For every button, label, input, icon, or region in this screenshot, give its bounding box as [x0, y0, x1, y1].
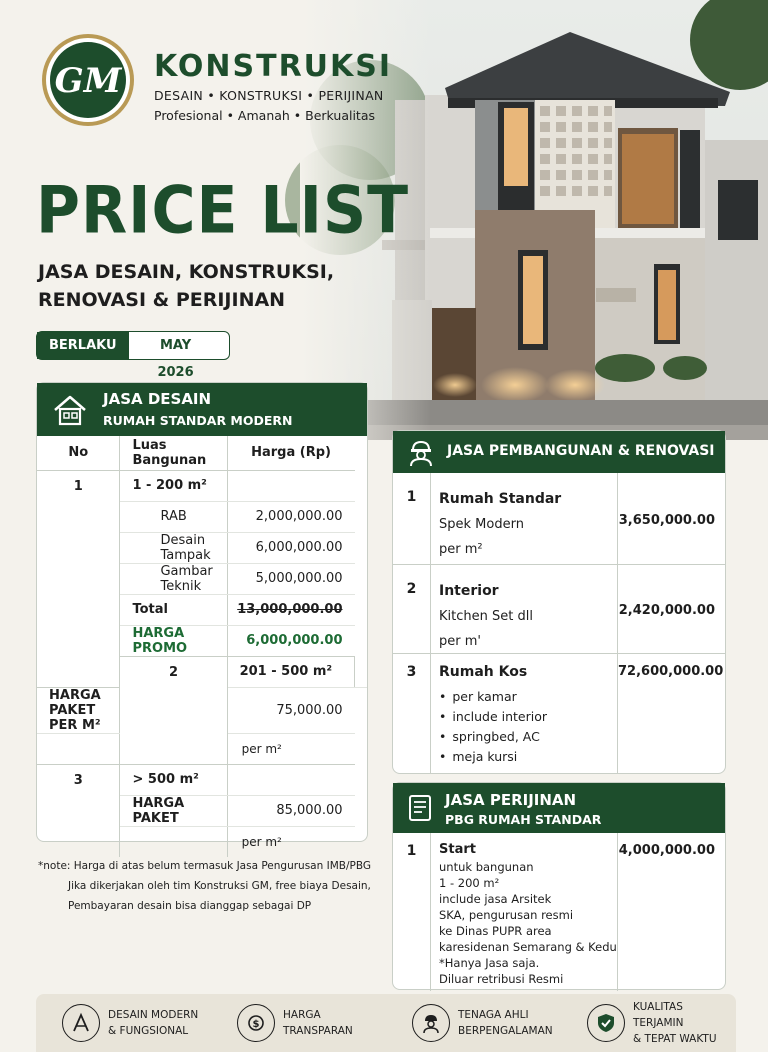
table-row [37, 764, 367, 795]
package-label: HARGA PAKET [120, 795, 227, 826]
desc-line: SKA, pengurusan resmi [439, 908, 574, 922]
desc-line: ke Dinas PUPR area [439, 924, 552, 938]
price-cell [227, 764, 354, 795]
construction-row-1 [393, 473, 725, 565]
row-description [439, 841, 619, 987]
design-panel-header [37, 383, 367, 436]
area-range: 1 - 200 m² [120, 470, 227, 501]
feature-line: & FUNGSIONAL [108, 1025, 189, 1037]
area-range: 201 - 500 m² [227, 656, 354, 687]
construction-row-3 [393, 654, 725, 774]
note-line-3: Pembayaran desain bisa dianggap sebagai DP [68, 900, 312, 912]
document-icon [405, 793, 435, 823]
features-footer [36, 994, 736, 1052]
row-description [439, 579, 619, 654]
note-line-1: *note: Harga di atas belum termasuk Jasa Pengurusan IMB/PBG [38, 860, 371, 872]
feature-line: TRANSPARAN [283, 1025, 353, 1037]
table-row [37, 470, 367, 501]
row-spec: Spek Modern [439, 517, 524, 532]
desc-line: *Hanya Jasa saja. [439, 956, 540, 970]
note-line-2: Jika dikerjakan oleh tim Konstruksi GM, free biaya Desain, [68, 880, 371, 892]
page-title: PRICE LIST [36, 173, 410, 249]
row-name: Interior [439, 583, 499, 599]
feature-item [561, 994, 736, 1052]
row-name: Rumah Kos [439, 664, 528, 680]
row-price: 72,600,000.00 [617, 654, 727, 774]
logo-text: GM [54, 61, 122, 101]
empty-cell [120, 826, 227, 857]
design-panel-title: JASA DESAIN [103, 390, 212, 408]
brand-services: DESAIN • KONSTRUKSI • PERIJINAN [154, 88, 384, 103]
compass-icon [62, 1004, 100, 1042]
design-price-panel [36, 382, 368, 849]
desc-line: karesidenan Semarang & Kedu [439, 940, 617, 954]
item-label: RAB [120, 501, 227, 532]
price-cell [227, 470, 354, 501]
item-price: 5,000,000.00 [227, 563, 354, 594]
house-icon [51, 391, 89, 429]
row-description [439, 487, 619, 562]
permit-panel-title: JASA PERIJINAN [445, 791, 577, 809]
permit-row [393, 833, 725, 991]
package-price: 85,000.00 [227, 795, 354, 826]
total-label: Total [120, 594, 227, 625]
list-item: • springbed, AC [439, 727, 619, 747]
row-no: 1 [393, 473, 431, 564]
construction-panel-title: JASA PEMBANGUNAN & RENOVASI [447, 443, 715, 459]
row-no: 3 [393, 654, 431, 774]
col-price-header: Harga (Rp) [227, 436, 354, 470]
feature-line: TENAGA AHLI [458, 1009, 529, 1021]
row-unit: per m² [439, 542, 483, 557]
svg-text:$: $ [252, 1019, 260, 1030]
row-no: 2 [393, 565, 431, 653]
feature-text [283, 1007, 353, 1039]
feature-line: DESAIN MODERN [108, 1009, 199, 1021]
col-no-header: No [37, 436, 120, 470]
brand-tagline: Profesional • Amanah • Berkualitas [154, 108, 376, 123]
row-name: Rumah Standar [439, 491, 562, 507]
validity-badge [36, 331, 230, 380]
feature-text [633, 999, 736, 1047]
row-spec: Kitchen Set dll [439, 609, 533, 624]
desc-line: include jasa Arsitek [439, 892, 552, 906]
table-header-row [37, 436, 367, 470]
package-price: 75,000.00 [227, 687, 354, 733]
permit-panel-subtitle: PBG RUMAH STANDAR [445, 812, 602, 827]
desc-line: 1 - 200 m² [439, 876, 500, 890]
page-subtitle: JASA DESAIN, KONSTRUKSI, RENOVASI & PERIJINAN [38, 261, 335, 311]
row-name: Start [439, 842, 476, 857]
row-no: 3 [37, 764, 120, 857]
construction-price-panel [392, 430, 726, 774]
feature-item [211, 994, 386, 1052]
item-label: Gambar Teknik [120, 563, 227, 594]
promo-price: 6,000,000.00 [227, 625, 354, 656]
unit-label: per m² [227, 733, 354, 764]
feature-item [36, 994, 211, 1052]
empty-cell [37, 733, 120, 764]
col-area-header: Luas Bangunan [120, 436, 227, 470]
row-no: 2 [120, 656, 227, 764]
list-item: • meja kursi [439, 747, 619, 767]
item-price: 6,000,000.00 [227, 532, 354, 563]
row-price: 3,650,000.00 [617, 473, 727, 564]
list-item: • per kamar [439, 687, 619, 707]
row-no: 1 [393, 833, 431, 991]
total-price: 13,000,000.00 [227, 594, 354, 625]
promo-label: HARGA PROMO [120, 625, 227, 656]
construction-row-2 [393, 565, 725, 654]
list-item: • include interior [439, 707, 619, 727]
permit-price-panel [392, 782, 726, 990]
price-cell [355, 656, 368, 687]
feature-item [386, 994, 561, 1052]
feature-line: BERPENGALAMAN [458, 1025, 553, 1037]
feature-text [458, 1007, 553, 1039]
row-description [439, 660, 619, 767]
unit-label: per m² [241, 834, 282, 849]
brand-block [154, 50, 392, 123]
shield-check-icon [587, 1004, 625, 1042]
logo-badge [40, 32, 136, 128]
validity-date: MAY 2026 [157, 338, 194, 380]
money-icon [237, 1004, 275, 1042]
engineer-icon [412, 1004, 450, 1042]
construction-panel-header [393, 431, 725, 473]
design-panel-subtitle: RUMAH STANDAR MODERN [103, 413, 293, 428]
brand-name: KONSTRUKSI [154, 49, 393, 84]
validity-label: BERLAKU [37, 332, 129, 359]
feature-line: HARGA [283, 1009, 321, 1021]
package-label: HARGA PAKET PER M² [37, 687, 120, 733]
row-no: 1 [37, 470, 120, 687]
price-note [38, 856, 371, 916]
item-price: 2,000,000.00 [227, 501, 354, 532]
feature-line: KUALITAS TERJAMIN [633, 1001, 684, 1029]
feature-text [108, 1007, 198, 1039]
desc-line: untuk bangunan [439, 860, 534, 874]
item-label: Desain Tampak [120, 532, 227, 563]
design-price-table [37, 436, 367, 857]
worker-icon [405, 436, 437, 468]
row-price: 4,000,000.00 [617, 833, 727, 991]
area-range: > 500 m² [120, 764, 227, 795]
permit-panel-header [393, 783, 725, 833]
row-price: 2,420,000.00 [617, 565, 727, 653]
row-bullets [439, 687, 619, 767]
row-unit: per m' [439, 634, 481, 649]
feature-line: & TEPAT WAKTU [633, 1033, 717, 1045]
desc-line: Diluar retribusi Resmi [439, 972, 564, 986]
